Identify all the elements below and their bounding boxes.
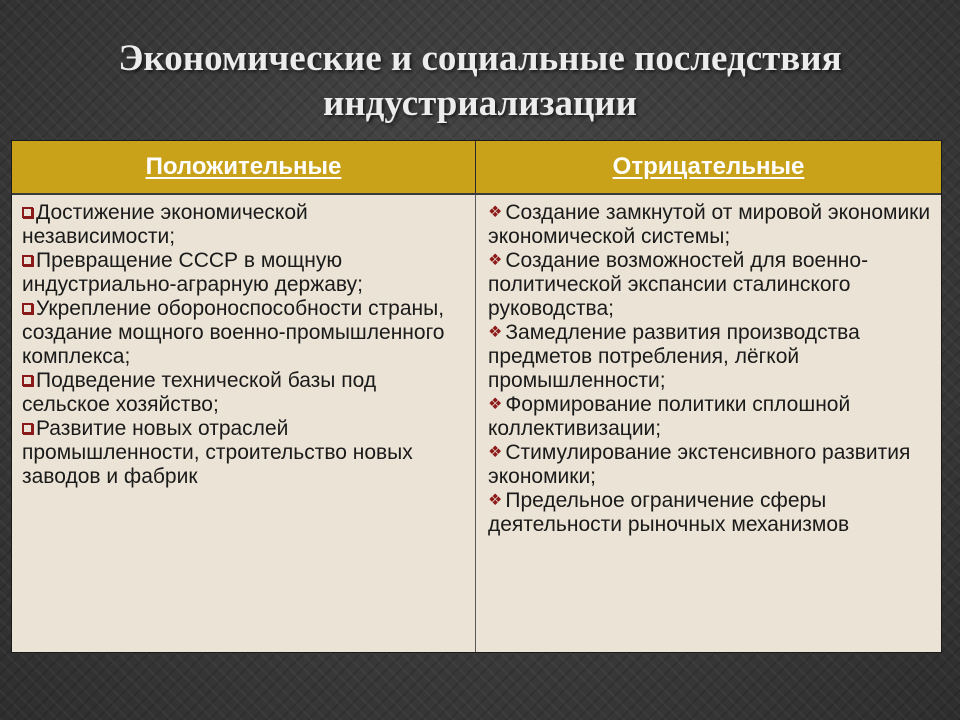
positive-list xyxy=(12,195,476,652)
header-negative: Отрицательные xyxy=(476,141,941,193)
list-item: Превращение СССР в мощную индустриально-аграрную державу; xyxy=(22,249,363,296)
diamond-bullet-icon: ❖ xyxy=(488,252,503,269)
square-bullet-icon xyxy=(22,255,33,266)
header-positive: Положительные xyxy=(12,141,476,193)
list-item: ❖ Создание замкнутой от мировой экономики экономической системы; xyxy=(488,201,931,248)
negative-list xyxy=(476,195,941,652)
list-item: Укрепление обороноспособности страны, создание мощного военно-промышленного комплекса; xyxy=(22,297,445,368)
slide-title: Экономические и социальные последствия индустриализации xyxy=(118,38,842,124)
list-item: ❖ Предельное ограничение сферы деятельности рыночных механизмов xyxy=(488,489,850,536)
list-item: ❖ Стимулирование экстенсивного развития экономики; xyxy=(488,441,911,488)
diamond-bullet-icon: ❖ xyxy=(488,444,503,461)
square-bullet-icon xyxy=(22,423,33,434)
list-item: Достижение экономической независимости; xyxy=(22,201,308,248)
list-item: ❖ Формирование политики сплошной коллективизации; xyxy=(488,393,851,440)
list-item: ❖ Замедление развития производства предметов потребления, лёгкой промышленности; xyxy=(488,321,860,392)
diamond-bullet-icon: ❖ xyxy=(488,492,503,509)
square-bullet-icon xyxy=(22,303,33,314)
comparison-table xyxy=(11,140,942,653)
square-bullet-icon xyxy=(22,207,33,218)
list-item: Развитие новых отраслей промышленности, строительство новых заводов и фабрик xyxy=(22,417,413,488)
diamond-bullet-icon: ❖ xyxy=(488,396,503,413)
list-item: Подведение технической базы под сельское хозяйство; xyxy=(22,369,377,416)
square-bullet-icon xyxy=(22,375,33,386)
diamond-bullet-icon: ❖ xyxy=(488,324,503,341)
list-item: ❖ Создание возможностей для военно-политической экспансии сталинского руководства; xyxy=(488,249,869,320)
diamond-bullet-icon: ❖ xyxy=(488,204,503,221)
